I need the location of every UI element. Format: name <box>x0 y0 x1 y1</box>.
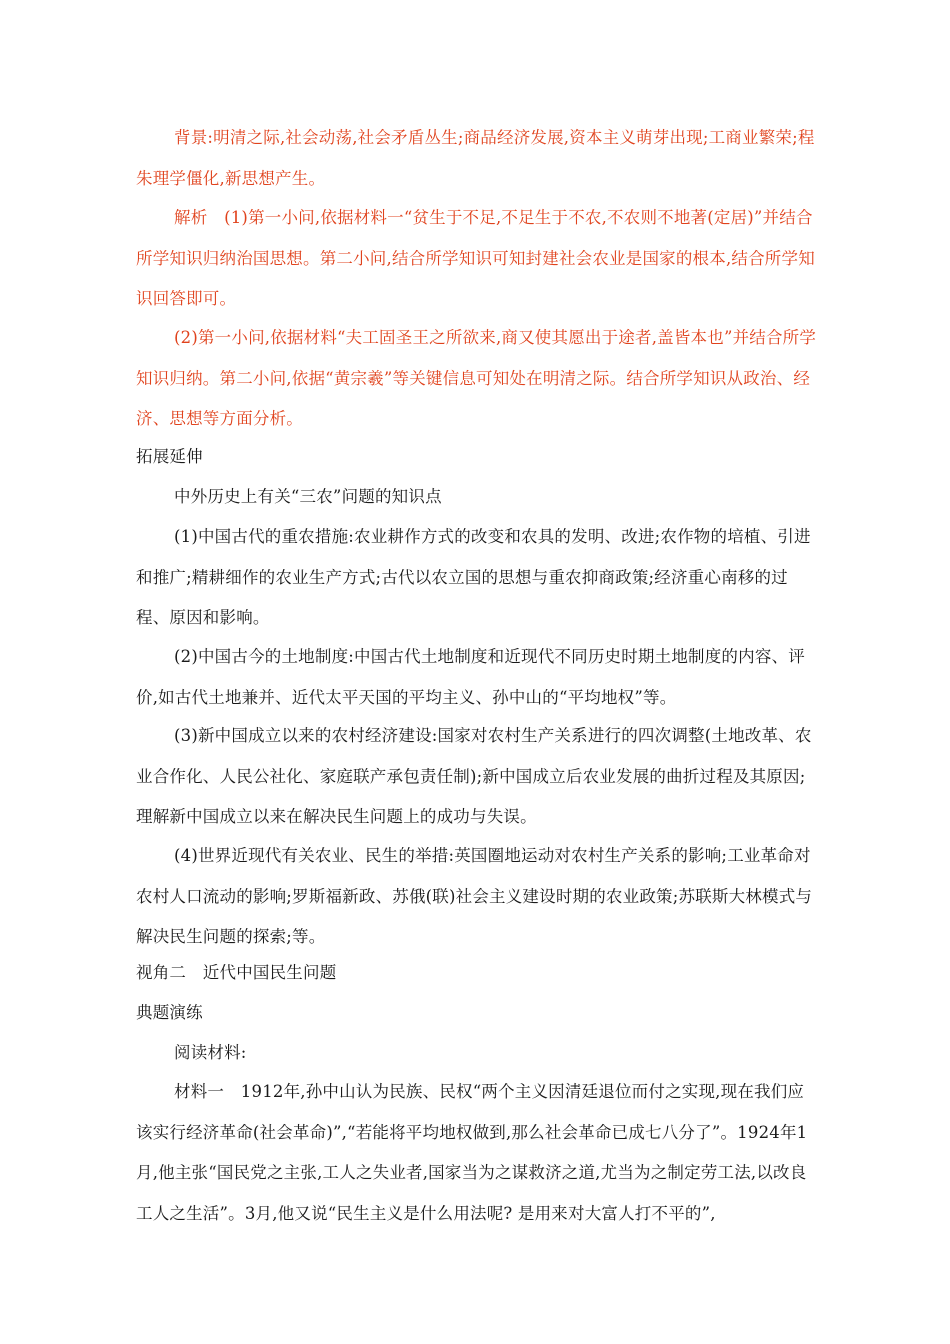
exercise-heading: 典题演练 <box>136 1003 203 1022</box>
analysis-part-2-paragraph: (2)第一小问,依据材料“夫工固圣王之所欲来,商又使其愿出于途者,盖皆本也”并结合所学知识归纳。第二小问,依据“黄宗羲”等关键信息可知处在明清之际。结合所学知识从政治、经济、思想等方面分析。 <box>136 328 817 428</box>
material-1-paragraph: 材料一 1912年,孙中山认为民族、民权“两个主义因清廷退位而付之实现,现在我们应该实行经济革命(社会革命)”,“若能将平均地权做到,那么社会革命已成七八分了”。1924年1月,他主张“国民党之主张,工人之失业者,国家当为之谋救济之道,尤当为之制定劳工法,以改良工人之生活”。3月,他又说“民生主义是什么用法呢? 是用来对大富人打不平的”, <box>136 1082 808 1223</box>
analysis-part-1-paragraph: 解析 (1)第一小问,依据材料一“贫生于不足,不足生于不农,不农则不地著(定居)”并结合所学知识归纳治国思想。第二小问,结合所学知识可知封建社会农业是国家的根本,结合所学知识回答即可。 <box>136 208 815 308</box>
read-material-label: 阅读材料: <box>174 1043 247 1062</box>
section-2-heading: 视角二 近代中国民生问题 <box>136 963 337 982</box>
extension-heading: 拓展延伸 <box>136 447 203 466</box>
extension-item-2: (2)中国古今的土地制度:中国古代土地制度和近现代不同历史时期土地制度的内容、评价,如古代土地兼并、近代太平天国的平均主义、孙中山的“平均地权”等。 <box>136 647 805 707</box>
extension-subtitle: 中外历史上有关“三农”问题的知识点 <box>174 487 442 506</box>
answer-background-paragraph: 背景:明清之际,社会动荡,社会矛盾丛生;商品经济发展,资本主义萌芽出现;工商业繁荣;程朱理学僵化,新思想产生。 <box>136 128 815 188</box>
extension-item-4: (4)世界近现代有关农业、民生的举措:英国圈地运动对农村生产关系的影响;工业革命对农村人口流动的影响;罗斯福新政、苏俄(联)社会主义建设时期的农业政策;苏联斯大林模式与解决民生问题的探索;等。 <box>136 846 813 946</box>
extension-item-3: (3)新中国成立以来的农村经济建设:国家对农村生产关系进行的四次调整(土地改革、农业合作化、人民公社化、家庭联产承包责任制);新中国成立后农业发展的曲折过程及其原因;理解新中国成立以来在解决民生问题上的成功与失误。 <box>136 726 812 826</box>
extension-item-1: (1)中国古代的重农措施:农业耕作方式的改变和农具的发明、改进;农作物的培植、引进和推广;精耕细作的农业生产方式;古代以农立国的思想与重农抑商政策;经济重心南移的过程、原因和影响。 <box>136 527 811 627</box>
